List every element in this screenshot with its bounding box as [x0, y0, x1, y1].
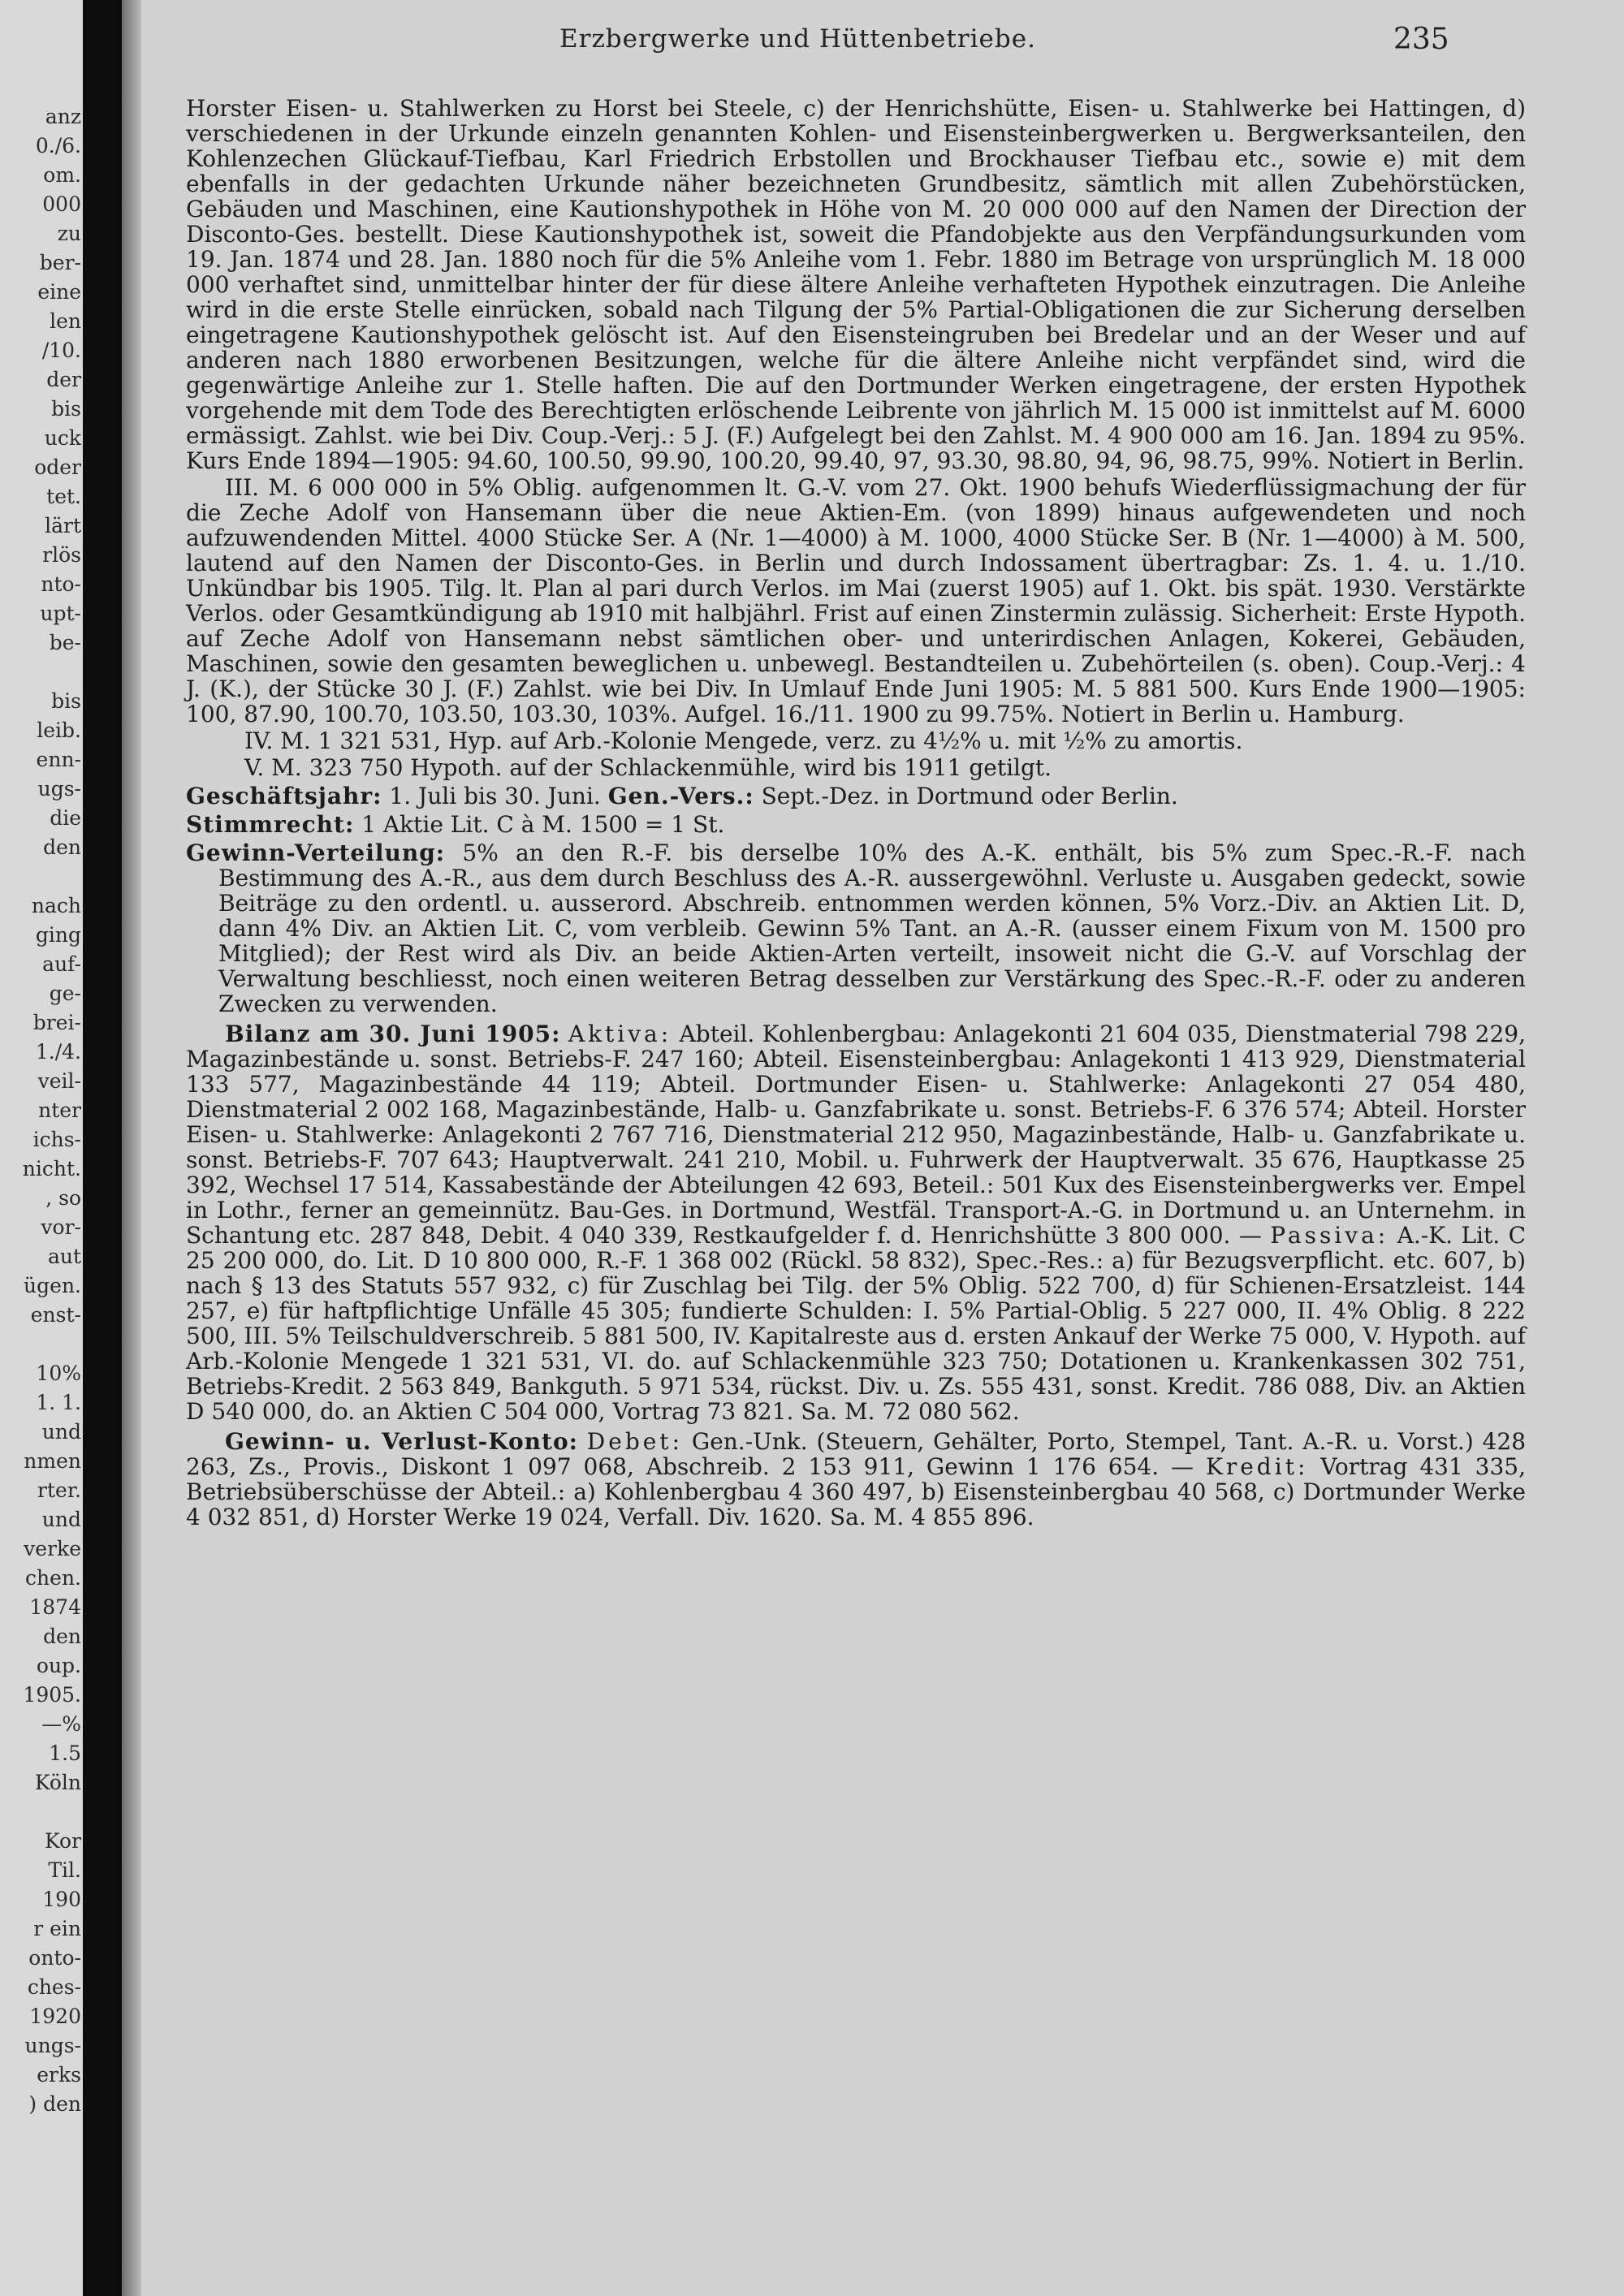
- left-margin-fragment: lärt: [45, 514, 81, 537]
- page: [141, 0, 1624, 2296]
- left-margin-fragment: ge-: [49, 982, 81, 1005]
- stimmrecht-label: Stimmrecht:: [186, 811, 355, 838]
- left-margin-fragment: bis: [51, 689, 81, 713]
- left-margin-fragment: nach: [31, 894, 81, 917]
- body-text: [186, 96, 1526, 1530]
- left-margin-fragment: tet.: [46, 485, 81, 508]
- left-margin-fragment: Til.: [48, 1858, 81, 1882]
- entry-gewinn-verlust: [186, 1429, 1526, 1530]
- left-margin-fragment: erks: [37, 2063, 81, 2087]
- guv-kredit-text: Vortrag 431 335, Betriebsüberschüsse der Abteil.: a) Kohlenbergbau 4 360 497, b) Eisensteinbergbau 40 568, c) Dortmunder Werke 4 032 851, d) Horster Werke 19 024, Verfall. Div. 1620. Sa. M. 4 855 896.: [186, 1453, 1527, 1530]
- genvers-label: Gen.-Vers.:: [607, 783, 754, 809]
- left-margin-fragment: nter: [38, 1098, 81, 1122]
- entry-stimmrecht: [186, 812, 1526, 837]
- left-margin-fragment: enn-: [36, 748, 81, 771]
- left-margin-fragment: upt-: [40, 602, 81, 625]
- spine-shadow: [122, 0, 141, 2296]
- left-margin-fragment: enst-: [30, 1303, 81, 1327]
- guv-debet-text: Gen.-Unk. (Steuern, Gehälter, Porto, Stempel, Tant. A.-R. u. Vorst.) 428 263, Zs., Provis., Diskont 1 097 068, Abschreib. 2 153 911, Gewinn 1 176 654. —: [186, 1428, 1527, 1480]
- left-margin-fragment: , so: [45, 1186, 81, 1210]
- left-margin-fragment: ber-: [39, 251, 81, 274]
- left-margin-fragment: anz: [45, 105, 81, 128]
- left-margin-fragment: ugs-: [37, 777, 81, 801]
- genvers-text: Sept.-Dez. in Dortmund oder Berlin.: [761, 783, 1178, 809]
- left-margin-fragment: und: [41, 1420, 81, 1444]
- left-margin-fragment: 1874: [29, 1595, 81, 1619]
- left-margin-fragment: vor-: [41, 1215, 81, 1239]
- left-margin-fragment: den: [43, 835, 81, 859]
- left-margin-fragment: der: [46, 368, 81, 391]
- bilanz-aktiva-text: Abteil. Kohlenbergbau: Anlagekonti 21 604 035, Dienstmaterial 798 229, Magazinbestände u. sonst. Betriebs-F. 247 160; Abteil. Eisensteinbergbau: Anlagekonti 1 413 929, Dienstmaterial 133 577, Magazinbestände 44 119; Abteil. Dortmunder Eisen- u. Stahlwerke: Anlagekonti 27 054 480, Dienstmaterial 2 002 168, Magazinbestände, Halb- u. Ganzfabrikate u. sonst. Betriebs-F. 6 376 574; Abteil. Horster Eisen- u. Stahlwerke: Anlagekonti 2 767 716, Dienstmaterial 212 950, Magazinbestände, Halb- u. Ganzfabrikate u. sonst. Betriebs-F. 707 643; Hauptverwalt. 241 210, Mobil. u. Fuhrwerk der Hauptverwalt. 35 676, Hauptkasse 25 392, Wechsel 17 514, Kassabestände der Abteilungen 42 693, Beteil.: 501 Kux des Eisensteinbergwerks ver. Empel in Lothr., ferner an gemeinnütz. Bau-Ges. in Dortmund, Westfäl. Transport-A.-G. in Dortmund u. an Unternehm. in Schantung etc. 287 848, Debit. 4 040 339, Restkaufgelder f. d. Henrichshütte 3 800 000. —: [186, 1021, 1526, 1249]
- left-margin-fragment: 190: [42, 1888, 81, 1911]
- left-margin-fragment: 1.5: [49, 1741, 81, 1765]
- guv-kredit-label: Kredit:: [1205, 1453, 1309, 1480]
- left-margin-fragment: 1905.: [23, 1683, 81, 1707]
- left-margin-fragment: 10%: [36, 1362, 81, 1385]
- entry-bilanz: [186, 1021, 1526, 1424]
- left-margin-fragment: verke: [24, 1537, 81, 1560]
- left-margin-fragment: nicht.: [22, 1157, 81, 1180]
- left-margin-fragment: brei-: [32, 1011, 81, 1034]
- left-margin-fragment: 1920: [29, 2005, 81, 2028]
- left-margin-fragment: r ein: [33, 1917, 81, 1940]
- left-margin-fragment: 1./4.: [35, 1040, 81, 1064]
- left-margin-fragment: ungs-: [24, 2034, 81, 2057]
- left-margin-fragment: rlös: [42, 543, 81, 567]
- left-margin-fragment: veil-: [37, 1069, 81, 1093]
- left-margin-fragment: auf-: [42, 952, 81, 976]
- left-margin-fragment: 0./6.: [35, 134, 81, 158]
- gewinn-label: Gewinn-Verteilung:: [186, 839, 446, 866]
- guv-label: Gewinn- u. Verlust-Konto:: [225, 1428, 578, 1455]
- left-margin-fragment: oder: [34, 455, 81, 479]
- left-margin-fragment: 1. 1.: [36, 1391, 81, 1414]
- bilanz-label: Bilanz am 30. Juni 1905:: [225, 1021, 561, 1047]
- left-margin-fragment: ügen.: [24, 1274, 81, 1297]
- left-margin-fragment: den: [43, 1625, 81, 1648]
- paragraph-anleihe-iii: III. M. 6 000 000 in 5% Oblig. aufgenommen lt. G.-V. vom 27. Okt. 1900 behufs Wiederflüssigmachung der für die Zeche Adolf von Hansemann über die neue Aktien-Em. (von 1899) hinaus aufgewendeten und noch aufzuwendenden Mittel. 4000 Stücke Ser. A (Nr. 1—4000) à M. 1000, 4000 Stücke Ser. B (Nr. 1—4000) à M. 500, lautend auf den Namen der Disconto-Ges. in Berlin und durch Indossament übertragbar: Zs. 1. 4. u. 1./10. Unkündbar bis 1905. Tilg. lt. Plan al pari durch Verlos. im Mai (zuerst 1905) auf 1. Okt. bis spät. 1930. Verstärkte Verlos. oder Gesamtkündigung ab 1910 mit halbjährl. Frist auf einen Zinstermin zulässig. Sicherheit: Erste Hypoth. auf Zeche Adolf von Hansemann nebst sämtlichen ober- und unterirdischen Anlagen, Kokerei, Gebäuden, Maschinen, sowie den gesamten beweglichen u. unbewegl. Bestandteilen u. Zubehörteilen (s. oben). Coup.-Verj.: 4 J. (K.), der Stücke 30 J. (F.) Zahlst. wie bei Div. In Umlauf Ende Juni 1905: M. 5 881 500. Kurs Ende 1900—1905: 100, 87.90, 100.70, 103.50, 103.30, 103%. Aufgel. 16./11. 1900 zu 99.75%. Notiert in Berlin u. Hamburg.: [186, 474, 1526, 727]
- guv-debet-label: Debet:: [586, 1428, 683, 1455]
- running-title: Erzbergwerke und Hüttenbetriebe.: [559, 24, 1036, 54]
- left-margin-fragment: oup.: [36, 1654, 81, 1677]
- left-margin-fragment: uck: [44, 426, 81, 450]
- left-margin-fragment: len: [50, 309, 81, 333]
- left-margin-fragment: Kor: [44, 1829, 81, 1853]
- paragraph-anleihe-iv: IV. M. 1 321 531, Hyp. auf Arb.-Kolonie Mengede, verz. zu 4½% u. mit ½% zu amortis.: [244, 727, 1243, 754]
- paragraph-hypothek: Horster Eisen- u. Stahlwerken zu Horst bei Steele, c) der Henrichshütte, Eisen- u. Stahlwerke bei Hattingen, d) verschiedenen in der Urkunde einzeln genannten Kohlen- und Eisensteinbergwerken u. Bergwerksanteilen, den Kohlenzechen Glückauf-Tiefbau, Karl Friedrich Erbstollen und Brockhauser Tiefbau etc., sowie e) mit dem ebenfalls in der gedachten Urkunde näher bezeichneten Grundbesitz, sämtlich mit allen Zubehörstücken, Gebäuden und Maschinen, eine Kautionshypothek in Höhe von M. 20 000 000 auf den Namen der Direction der Disconto-Ges. bestellt. Diese Kautionshypothek ist, soweit die Pfandobjekte aus den Verpfändungsurkunden vom 19. Jan. 1874 und 28. Jan. 1880 noch für die 5% Anleihe vom 1. Febr. 1880 im Betrage von ursprünglich M. 18 000 000 verhaftet sind, unmittelbar hinter der für diese ältere Anleihe verhafteten Hypothek einzutragen. Die Anleihe wird in die erste Stelle einrücken, sobald nach Tilgung der 5% Partial-Obligationen die zur Sicherung derselben eingetragene Kautionshypothek gelöscht ist. Auf den Eisensteingruben bei Bredelar und an der Weser und auf anderen nach 1880 erworbenen Besitzungen, welche für die ältere Anleihe nicht verpfändet sind, wird die gegenwärtige Anleihe zur 1. Stelle haften. Die auf den Dortmunder Werken eingetragene, der ersten Hypothek vorgehende mit dem Tode des Berechtigten erlöschende Leibrente von jährlich M. 15 000 ist inmittelst auf M. 6000 ermässigt. Zahlst. wie bei Div. Coup.-Verj.: 5 J. (F.) Aufgelegt bei den Zahlst. M. 4 900 000 am 16. Jan. 1894 zu 95%. Kurs Ende 1894—1905: 94.60, 100.50, 99.90, 100.20, 99.40, 97, 93.30, 98.80, 94, 96, 98.75, 99%. Notiert in Berlin.: [186, 95, 1526, 474]
- left-margin-fragment: Köln: [34, 1771, 81, 1794]
- entry-geschaeftsjahr: [186, 783, 1526, 809]
- paragraph-anleihe-v: V. M. 323 750 Hypoth. auf der Schlackenmühle, wird bis 1911 getilgt.: [244, 754, 1052, 781]
- left-margin-fragment: onto-: [28, 1946, 81, 1970]
- left-margin-fragment: bis: [51, 397, 81, 421]
- left-margin-fragment: om.: [43, 163, 81, 187]
- left-margin-fragment: die: [50, 806, 81, 830]
- entry-gewinn-verteilung: [186, 840, 1526, 1016]
- left-margin-fragment: zu: [57, 222, 81, 245]
- adjacent-page-fragment: [0, 0, 83, 2296]
- bilanz-aktiva-label: Aktiva:: [568, 1021, 672, 1047]
- left-margin-fragment: /10.: [41, 339, 81, 362]
- left-margin-fragment: nto-: [41, 572, 81, 596]
- left-margin-fragment: be-: [49, 631, 81, 654]
- left-margin-fragment: rter.: [37, 1478, 81, 1502]
- left-margin-fragment: ichs-: [32, 1128, 81, 1151]
- left-margin-fragment: leib.: [37, 719, 81, 742]
- left-margin-fragment: und: [41, 1508, 81, 1531]
- bilanz-passiva-label: Passiva:: [1270, 1222, 1389, 1249]
- bilanz-passiva-text: A.-K. Lit. C 25 200 000, do. Lit. D 10 800 000, R.-F. 1 368 002 (Rückl. 58 832), Spec.-Res.: a) für Bezugsverpflicht. etc. 607, b) nach § 13 des Statuts 557 932, c) für Zuschlag bei Tilg. der 5% Oblig. 522 700, d) für Schienen-Ersatzleist. 144 257, e) für haftpflichtige Unfälle 45 305; fundierte Schulden: I. 5% Partial-Oblig. 5 227 000, II. 4% Oblig. 8 222 500, III. 5% Teilschuldverschreib. 5 881 500, IV. Kapitalreste aus d. ersten Ankauf der Werke 75 000, V. Hypoth. auf Arb.-Kolonie Mengede 1 321 531, VI. do. auf Schlackenmühle 323 750; Dotationen u. Krankenkassen 302 751, Betriebs-Kredit. 2 563 849, Bankguth. 5 971 534, rückst. Div. u. Zs. 555 431, sonst. Kredit. 786 088, Div. an Aktien D 540 000, do. an Aktien C 504 000, Vortrag 73 821. Sa. M. 72 080 562.: [186, 1222, 1526, 1425]
- left-margin-fragment: ches-: [27, 1975, 81, 1999]
- left-margin-fragment: chen.: [25, 1566, 81, 1590]
- left-margin-fragment: ) den: [28, 2092, 81, 2116]
- left-margin-fragment: nmen: [24, 1449, 81, 1473]
- book-spine: [83, 0, 122, 2296]
- geschaeftsjahr-label: Geschäftsjahr:: [186, 783, 382, 809]
- left-margin-fragment: ging: [35, 923, 81, 947]
- left-margin-fragment: —%: [41, 1712, 81, 1736]
- left-margin-fragment: aut: [47, 1245, 81, 1268]
- left-margin-fragment: eine: [37, 280, 81, 304]
- gewinn-text: 5% an den R.-F. bis derselbe 10% des A.-K. enthält, bis 5% zum Spec.-R.-F. nach Bestimmung des A.-R., aus dem durch Beschluss des A.-R. aussergewöhnl. Verluste u. Ausgaben gedeckt, sowie Beiträge zu den ordentl. u. ausserord. Abschreib. entnommen werden können, 5% Vorz.-Div. an Aktien Lit. D, dann 4% Div. an Aktien Lit. C, vom verbleib. Gewinn 5% Tant. an A.-R. (ausser einem Fixum von M. 1500 pro Mitglied); der Rest wird als Div. an beide Aktien-Arten verteilt, insoweit nicht die G.-V. auf Vorschlag der Verwaltung beschliesst, noch einen weiteren Betrag desselben zur Verstärkung des Spec.-R.-F. oder zu anderen Zwecken zu verwenden.: [218, 839, 1526, 1017]
- page-number: 235: [1393, 23, 1449, 56]
- left-margin-fragment: 000: [42, 192, 81, 216]
- stimmrecht-text: 1 Aktie Lit. C à M. 1500 = 1 St.: [361, 811, 725, 838]
- geschaeftsjahr-text: 1. Juli bis 30. Juni.: [389, 783, 601, 809]
